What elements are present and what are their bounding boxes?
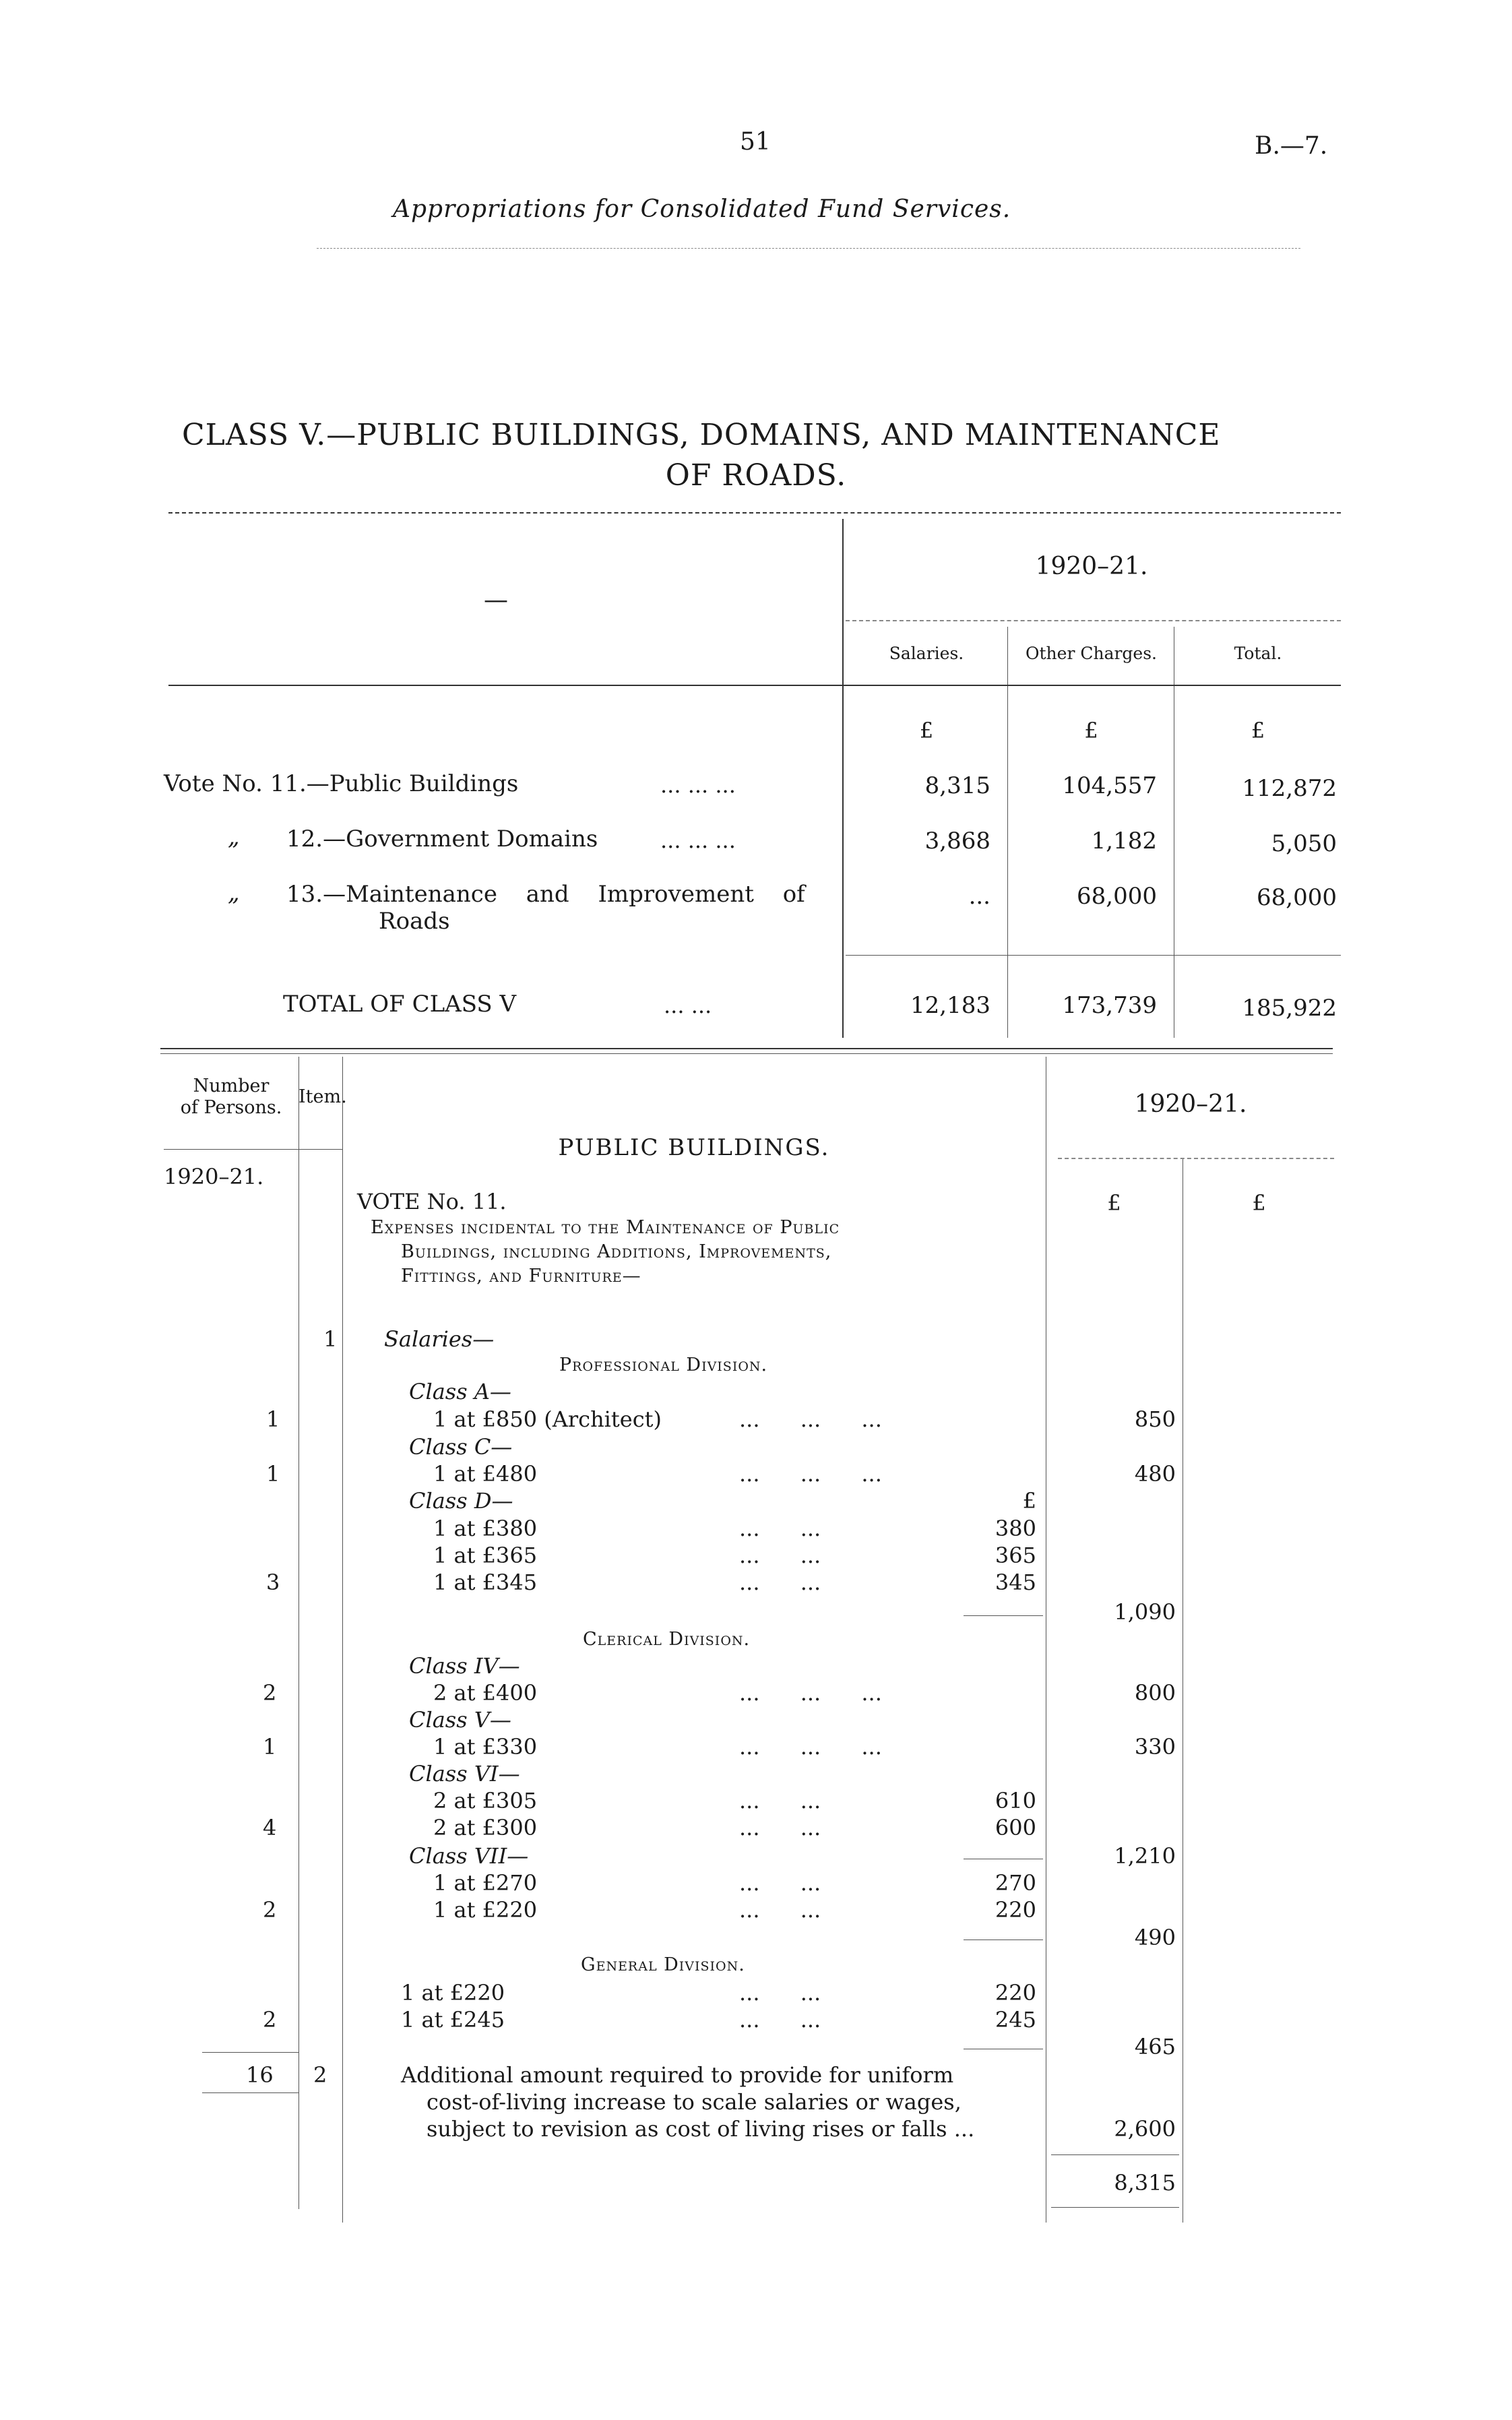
pound-sign: £ [1107, 1190, 1121, 1216]
leader-dots: ... ... [739, 1897, 821, 1923]
leader-dots: ... ... [739, 1788, 821, 1813]
additional-text: subject to revision as cost of living rises or falls ... [427, 2116, 975, 2142]
leader-dots: ... ... [739, 1543, 821, 1568]
amount-value: 480 [1134, 1461, 1176, 1487]
subtotal-value: 220 [995, 1897, 1036, 1923]
col-other-charges: Other Charges. [1026, 644, 1157, 663]
class-heading: Class VI— [409, 1761, 520, 1787]
leader-dots: ... ... ... [739, 1680, 882, 1706]
total-total: 185,922 [1242, 995, 1337, 1022]
vote-label-continued: Roads [379, 908, 450, 935]
salary-line: 2 at £305 [433, 1788, 538, 1813]
persons-total-rule [202, 2092, 298, 2093]
section-title: PUBLIC BUILDINGS. [558, 1134, 830, 1161]
col-salaries: Salaries. [889, 644, 964, 663]
leader-dots: ... ... ... [660, 828, 736, 853]
persons-count: 3 [266, 1570, 280, 1595]
summary-col-divider [1007, 627, 1008, 1038]
pound-sign: £ [919, 718, 934, 743]
vote-description: Buildings, including Additions, Improvements, [401, 1241, 832, 1262]
subtotal-value: 345 [995, 1570, 1036, 1595]
class-heading: Class D— [409, 1488, 513, 1514]
salary-line: 2 at £400 [433, 1680, 538, 1706]
year-rule [846, 620, 1341, 621]
other-charges-value: 104,557 [1062, 772, 1157, 799]
vote-description: Expenses incidental to the Maintenance of Public [371, 1217, 840, 1238]
salary-line: 1 at £245 [401, 2007, 505, 2033]
ditto-mark: „ [228, 879, 240, 906]
subtotal-value: 220 [995, 1980, 1036, 2006]
amount-value: 800 [1134, 1680, 1176, 1706]
leader-dots: ... ... [739, 1980, 821, 2006]
salary-line: 2 at £300 [433, 1815, 538, 1840]
header-rule [164, 1149, 342, 1150]
summary-blank-heading: — [484, 586, 508, 614]
document-reference: B.—7. [1255, 132, 1328, 160]
additional-text: cost-of-living increase to scale salaries or wages, [427, 2089, 962, 2115]
salaries-value: 8,315 [924, 772, 990, 799]
subtotal-value: 380 [995, 1516, 1036, 1541]
vote-label: Vote No. 11.—Public Buildings [164, 770, 519, 797]
persons-count: 4 [263, 1815, 277, 1840]
col-persons: Number [193, 1076, 270, 1096]
detail-year-heading: 1920–21. [1134, 1090, 1247, 1118]
item-col-rule [342, 1057, 343, 2223]
pound-sign: £ [1252, 1190, 1266, 1216]
subtotal-value: 600 [995, 1815, 1036, 1840]
total-label: TOTAL OF CLASS V [283, 991, 517, 1018]
total-value: 5,050 [1271, 830, 1337, 857]
leader-dots: ... ... ... [660, 772, 736, 798]
amount-value: 490 [1134, 1925, 1176, 1950]
salary-line: 1 at £345 [433, 1570, 538, 1595]
summary-divider [842, 519, 844, 1038]
col-persons: of Persons. [180, 1097, 282, 1118]
persons-col-rule [298, 1057, 299, 2209]
other-charges-value: 68,000 [1077, 883, 1157, 910]
summary-top-rule [168, 512, 1341, 514]
amount-value: 2,600 [1114, 2116, 1176, 2142]
pound-sign: £ [1022, 1488, 1036, 1514]
page-number: 51 [740, 128, 771, 156]
vote-description: Fittings, and Furniture— [401, 1266, 641, 1286]
item-number: 1 [323, 1326, 338, 1352]
summary-bottom-rule [160, 1048, 1333, 1049]
salary-line: 1 at £220 [433, 1897, 538, 1923]
additional-text: Additional amount required to provide for uniform [401, 2062, 954, 2088]
class-heading: Class VII— [409, 1843, 529, 1869]
salary-line: 1 at £220 [401, 1980, 505, 2006]
salary-line: 1 at £270 [433, 1870, 538, 1896]
pound-sign: £ [1084, 718, 1098, 743]
persons-total: 16 [246, 2062, 274, 2088]
class-title-line2: OF ROADS. [665, 458, 847, 493]
subtotal-value: 365 [995, 1543, 1036, 1568]
division-heading: Professional Division. [559, 1355, 768, 1375]
division-heading: General Division. [581, 1954, 745, 1975]
class-heading: Class V— [409, 1707, 511, 1733]
persons-count: 2 [263, 1680, 277, 1706]
leader-dots: ... ... ... [739, 1406, 882, 1432]
header-rule [168, 685, 1341, 686]
salary-line: 1 at £850 (Architect) [433, 1406, 662, 1432]
year-rule [1058, 1158, 1334, 1159]
amount-value: 850 [1134, 1406, 1176, 1432]
leader-dots: ... ... ... [739, 1461, 882, 1487]
subtotal-value: 270 [995, 1870, 1036, 1896]
summary-year-heading: 1920–21. [1035, 553, 1148, 580]
division-heading: Clerical Division. [583, 1629, 751, 1650]
pound-sign: £ [1251, 718, 1265, 743]
salaries-heading: Salaries— [384, 1326, 495, 1352]
subtotal-value: 245 [995, 2007, 1036, 2033]
persons-count: 1 [266, 1461, 280, 1487]
salary-line: 1 at £330 [433, 1734, 538, 1760]
persons-count: 1 [263, 1734, 277, 1760]
grand-total-rule [1051, 2207, 1179, 2208]
amount-value: 1,210 [1114, 1843, 1176, 1869]
leader-dots: ... ... [739, 2007, 821, 2033]
total-salaries: 12,183 [910, 992, 990, 1019]
grand-total: 8,315 [1114, 2170, 1176, 2196]
vote-label: 12.—Government Domains [286, 826, 598, 852]
class-heading: Class C— [409, 1434, 513, 1460]
persons-year: 1920–21. [164, 1164, 264, 1189]
salaries-value: 3,868 [924, 828, 990, 855]
subtotal-rule [964, 1615, 1043, 1616]
vote-number: VOTE No. 11. [357, 1189, 507, 1214]
class-title-line1: CLASS V.—PUBLIC BUILDINGS, DOMAINS, AND MAINTENANCE [182, 418, 1221, 452]
amount-value: 330 [1134, 1734, 1176, 1760]
total-value: 112,872 [1242, 775, 1337, 802]
leader-dots: ... ... [739, 1815, 821, 1840]
summary-bottom-rule [160, 1053, 1333, 1054]
col-item: Item. [298, 1086, 347, 1107]
salary-line: 1 at £380 [433, 1516, 538, 1541]
item-number: 2 [313, 2062, 327, 2088]
leader-dots: ... ... ... [739, 1734, 882, 1760]
salary-line: 1 at £480 [433, 1461, 538, 1487]
class-heading: Class IV— [409, 1653, 520, 1679]
leader-dots: ... ... [739, 1516, 821, 1541]
vote-label: 13.—Maintenance and Improvement of [286, 881, 805, 908]
leader-dots: ... ... [739, 1870, 821, 1896]
ditto-mark: „ [228, 824, 240, 850]
subtotal-value: 610 [995, 1788, 1036, 1813]
amount-value: 465 [1134, 2034, 1176, 2059]
col-total: Total. [1234, 644, 1282, 663]
class-heading: Class A— [409, 1379, 511, 1404]
total-other-charges: 173,739 [1062, 992, 1157, 1019]
persons-count: 2 [263, 1897, 277, 1923]
persons-count: 2 [263, 2007, 277, 2033]
salary-line: 1 at £365 [433, 1543, 538, 1568]
persons-total-rule [202, 2052, 298, 2053]
leader-dots: ... ... [739, 1570, 821, 1595]
total-value: 68,000 [1257, 884, 1337, 911]
salaries-value: ... [968, 883, 990, 910]
subtotal-rule [846, 955, 1341, 956]
amount-value: 1,090 [1114, 1599, 1176, 1625]
title-rule [317, 248, 1300, 249]
leader-dots: ... ... [664, 993, 712, 1018]
persons-count: 1 [266, 1406, 280, 1432]
other-charges-value: 1,182 [1091, 828, 1157, 855]
running-title: Appropriations for Consolidated Fund Services. [393, 195, 1011, 223]
grand-total-rule [1051, 2154, 1179, 2155]
